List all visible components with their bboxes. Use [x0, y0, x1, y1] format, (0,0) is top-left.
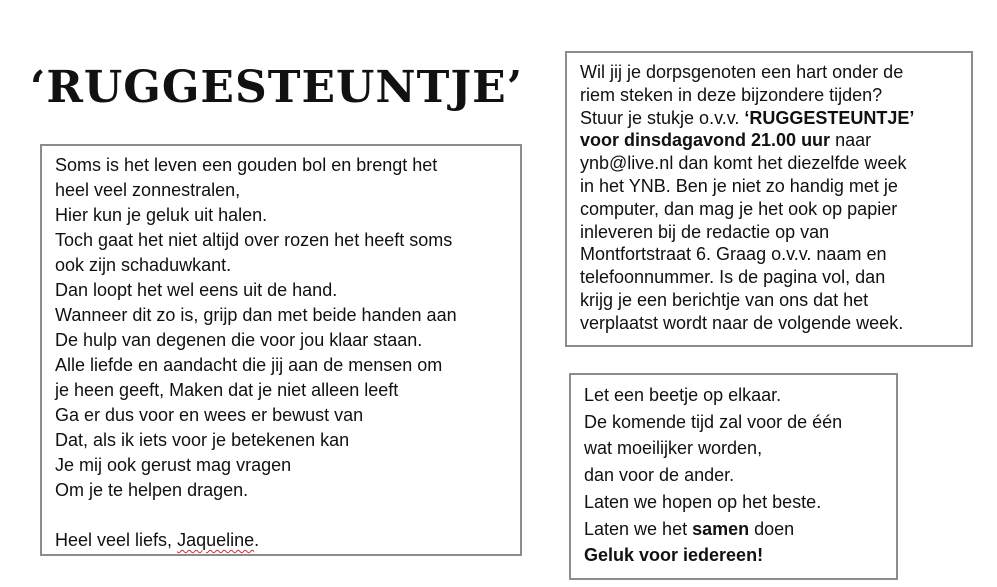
poem-line: Toch gaat het niet altijd over rozen het heeft soms — [55, 230, 453, 250]
info-line: computer, dan mag je het ook op papier — [580, 198, 898, 219]
info-deadline: voor dinsdagavond 21.00 uur — [580, 130, 831, 151]
poem-blank-line — [55, 503, 512, 528]
care-text: doen — [749, 518, 795, 539]
info-box — [565, 51, 973, 347]
info-line: inleveren bij de redactie op van — [580, 221, 830, 242]
poem-line: Om je te helpen dragen. — [55, 480, 249, 500]
care-line: wat moeilijker worden, — [584, 438, 763, 459]
poem-closing — [55, 528, 512, 553]
poem-line: Ga er dus voor en wees er bewust van — [55, 405, 364, 425]
info-line: riem steken in deze bijzondere tijden? — [580, 84, 883, 105]
info-line — [580, 107, 961, 130]
closing-suffix: . — [254, 530, 260, 550]
care-line: Let een beetje op elkaar. — [584, 385, 782, 405]
info-line: ynb@live.nl dan komt het diezelfde week — [580, 153, 907, 174]
poem-line: Hier kun je geluk uit halen. — [55, 205, 268, 225]
poem-line: Alle liefde en aandacht die jij aan de mensen om — [55, 355, 443, 375]
care-line — [584, 516, 888, 543]
info-text: Stuur je stukje o.v.v. — [580, 107, 745, 128]
page-title: ‘RUGGESTEUNTJE’ — [30, 62, 524, 113]
poem-line: Je mij ook gerust mag vragen — [55, 455, 292, 475]
care-slogan: Geluk voor iedereen! — [584, 545, 764, 566]
poem-box — [40, 144, 522, 556]
poem-line: heel veel zonnestralen, — [55, 180, 241, 200]
poem-line: Soms is het leven een gouden bol en brengt het — [55, 155, 438, 175]
care-line: Laten we hopen op het beste. — [584, 491, 822, 512]
info-keyword: ‘RUGGESTEUNTJE’ — [744, 107, 915, 128]
care-line — [584, 542, 888, 569]
info-line: in het YNB. Ben je niet zo handig met je — [580, 175, 898, 196]
poem-line: De hulp van degenen die voor jou klaar staan. — [55, 330, 423, 350]
care-line: dan voor de ander. — [584, 465, 735, 486]
info-line: verplaatst wordt naar de volgende week. — [580, 312, 904, 333]
care-box — [569, 373, 898, 580]
info-line: krijg je een berichtje van ons dat het — [580, 289, 869, 310]
care-emphasis: samen — [692, 518, 750, 539]
info-line: Wil jij je dorpsgenoten een hart onder de — [580, 62, 904, 82]
poem-line: je heen geeft, Maken dat je niet alleen leeft — [55, 380, 399, 400]
poem-line: Dat, als ik iets voor je betekenen kan — [55, 430, 350, 450]
poem-line: Dan loopt het wel eens uit de hand. — [55, 280, 338, 300]
info-text: naar — [830, 130, 872, 151]
poem-line: ook zijn schaduwkant. — [55, 255, 232, 275]
poem-line: Wanneer dit zo is, grijp dan met beide handen aan — [55, 305, 457, 325]
info-line: Montfortstraat 6. Graag o.v.v. naam en — [580, 244, 887, 265]
closing-name: Jaqueline — [177, 530, 255, 550]
closing-prefix: Heel veel liefs, — [55, 530, 178, 550]
info-line: telefoonnummer. Is de pagina vol, dan — [580, 267, 886, 288]
info-line — [580, 129, 961, 152]
care-line: De komende tijd zal voor de één — [584, 411, 843, 432]
care-text: Laten we het — [584, 518, 693, 539]
